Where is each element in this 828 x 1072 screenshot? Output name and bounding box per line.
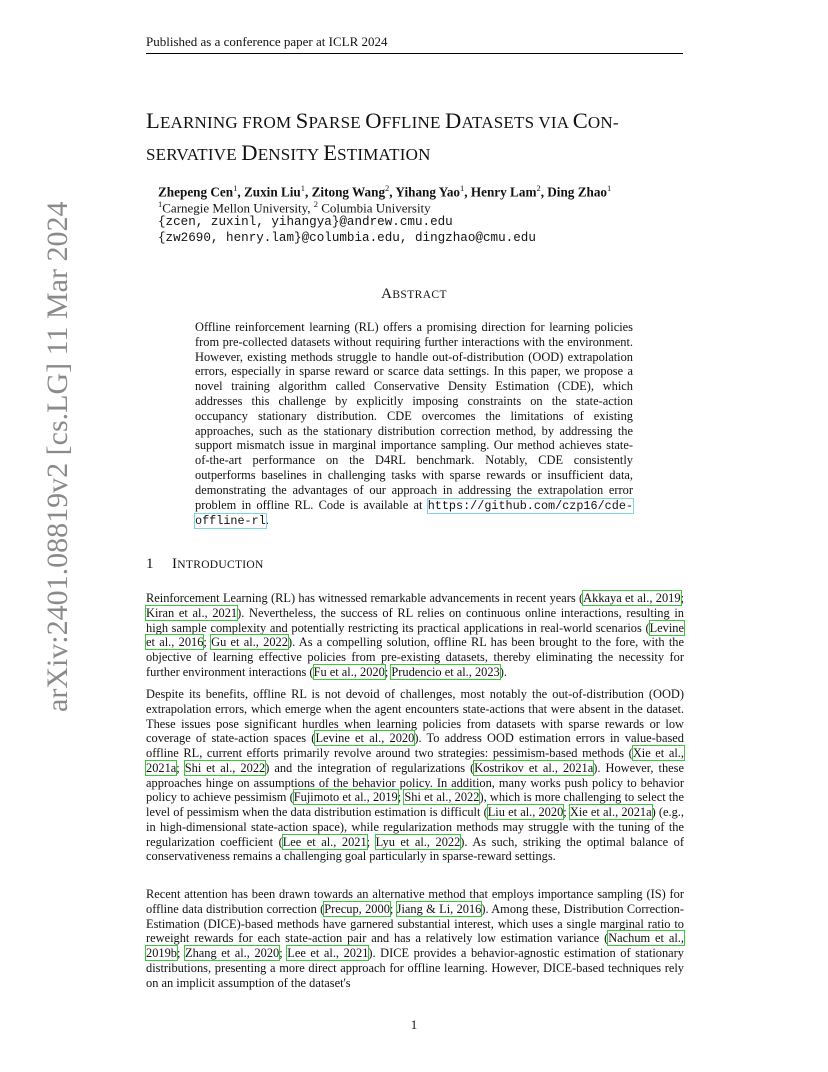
body-paragraph	[146, 591, 684, 680]
citation-link[interactable]: Levine et al., 2016	[146, 620, 684, 650]
author-name: Zuxin Liu	[243, 184, 301, 200]
email-line-2: {zw2690, henry.lam}@columbia.edu, dingzhao@cmu.edu	[158, 231, 536, 245]
author-name: Henry Lam	[470, 184, 537, 200]
citation-link[interactable]: Zhang et al., 2020	[185, 946, 280, 960]
paragraph-text: ). Among these, Distribution Correction-Estimation (DICE)-based methods have garnered substantial interest, which uses a single marginal ratio to reweight rewards for each state-action pair and has a relatively low estimation variance (	[146, 901, 684, 946]
paragraph-text: ;	[366, 834, 376, 849]
running-header: Published as a conference paper at ICLR 2024	[146, 34, 388, 49]
paragraph-text: ). However, these approaches hinge on assumptions of the behavior policy. In addition, many works push policy to behavior policy to achieve pessimism (	[146, 760, 685, 805]
citation-link[interactable]: Fu et al., 2020	[313, 664, 385, 679]
citation-link[interactable]: Lee et al., 2021	[282, 834, 367, 849]
paragraph-text: ) and the integration of regularizations (	[265, 760, 475, 775]
paragraph-text: ;	[203, 635, 212, 650]
citation-link[interactable]: Levine et al., 2020	[315, 731, 415, 746]
author-name: Yihang Yao	[395, 184, 461, 200]
paragraph-text: ;	[384, 664, 392, 679]
paragraph-text: ). As a compelling solution, offline RL has been brought to the fore, with the objective of learning effective policies from pre-existing datasets, thereby eliminating the necessity for further environment interactions (	[146, 635, 684, 679]
paragraph-text: ;	[389, 901, 397, 916]
paragraph-text: ). DICE provides a behavior-agnostic estimation of stationary distributions, presenting a more direct approach for offline learning. However, DICE-based techniques rely on an implicit assumption of the dataset's	[146, 946, 684, 990]
paragraph-text: Despite its benefits, offline RL is not devoid of challenges, most notably the out-of-distribution (OOD) extrapolation errors, which emerge when the agent encounters state-actions that were absent in the dataset. These issues pose significant hurdles when learning policies from datasets with sparse rewards or low coverage of state-action spaces (	[146, 687, 684, 746]
email-line-1: {zcen, zuxinl, yihangya}@andrew.cmu.edu	[158, 215, 453, 229]
code-link[interactable]: https://github.com/czp16/cde-offline-rl	[195, 498, 633, 529]
citation-link[interactable]: Precup, 2000	[324, 901, 390, 916]
paragraph-text: Recent attention has been drawn towards an alternative method that employs importance sampling (IS) for offline data distribution correction (	[146, 887, 684, 916]
citation-link[interactable]: Gu et al., 2022	[211, 635, 288, 650]
title-line-2: SERVATIVE DENSITY ESTIMATION	[146, 140, 431, 165]
author-name: Zhepeng Cen	[158, 184, 234, 200]
paragraph-text: ), which is more challenging to select the level of pessimism when the data distribution estimation is difficult (	[146, 790, 684, 819]
citation-link[interactable]: Jiang & Li, 2016	[396, 901, 482, 916]
paragraph-text: ;	[176, 946, 185, 960]
citation-link[interactable]: Kostrikov et al., 2021a	[474, 760, 594, 775]
paragraph-text: ;	[563, 805, 570, 819]
citation-link[interactable]: Lee et al., 2021	[287, 946, 369, 960]
citation-link[interactable]: Shi et al., 2022	[404, 790, 480, 805]
citation-link[interactable]: Prudencio et al., 2023	[391, 664, 500, 679]
arxiv-stamp: arXiv:2401.08819v2 [cs.LG] 11 Mar 2024	[41, 201, 74, 712]
paragraph-text: ;	[279, 946, 288, 960]
body-paragraph	[146, 887, 684, 990]
paragraph-text: ;	[397, 790, 405, 805]
citation-link[interactable]: Lyu et al., 2022	[375, 834, 461, 849]
citation-link[interactable]: Nachum et al., 2019b	[146, 931, 684, 960]
author-list: Zhepeng Cen$^1$, Zuxin Liu$^1$, Zitong Wang$^2$, Yihang Yao$^1$, Henry Lam$^2$, Ding Zhao$^1$	[158, 183, 612, 200]
section-heading-introduction: 1 INTRODUCTION	[146, 556, 264, 572]
citation-link[interactable]: Shi et al., 2022	[184, 760, 266, 775]
paragraph-text: ) (e.g., in high-dimensional state-action space), while regularization methods may struggle with the tuning of the regularization coefficient (	[146, 805, 685, 849]
paragraph-text: ).	[499, 664, 507, 679]
author-name: Ding Zhao	[547, 184, 608, 200]
citation-link[interactable]: Kiran et al., 2021	[146, 605, 238, 620]
paragraph-text: ). As such, striking the optimal balance of conservativeness remains a challenging goal particularly in sparse-reward settings.	[146, 834, 684, 864]
abstract-heading: ABSTRACT	[381, 286, 447, 302]
header-rule	[146, 53, 683, 54]
paragraph-text: ). Nevertheless, the success of RL relies on continuous online interactions, resulting in high sample complexity and potentially restricting its practical applications in real-world scenarios (	[146, 605, 684, 635]
citation-link[interactable]: Xie et al., 2021a	[569, 805, 652, 819]
paragraph-text: Reinforcement Learning (RL) has witnessed remarkable advancements in recent years (	[146, 591, 584, 605]
paper-title	[146, 106, 706, 170]
paragraph-text: ;	[176, 760, 185, 775]
citation-link[interactable]: Xie et al., 2021a	[146, 746, 684, 775]
author-name: Zitong Wang	[311, 184, 386, 200]
page-number: 1	[410, 1017, 418, 1032]
title-line-1: LEARNING FROM SPARSE OFFLINE DATASETS VIA CON-	[146, 108, 619, 133]
affiliations: $^1$Carnegie Mellon University, $^2$ Columbia University	[158, 199, 431, 216]
citation-link[interactable]: Akkaya et al., 2019	[583, 591, 681, 605]
citation-link[interactable]: Fujimoto et al., 2019	[293, 790, 398, 805]
paragraph-text: ). To address OOD estimation errors in value-based offline RL, current efforts primarily revolve around two strategies: pessimism-based methods (	[146, 731, 684, 760]
body-paragraph	[146, 687, 684, 864]
abstract-text: Offline reinforcement learning (RL) offers a promising direction for learning policies from pre-collected datasets without requiring further interactions with the environment. However, existing methods struggle to handle out-of-distribution (OOD) extrapolation errors, especially in sparse reward or scarce data settings. In this paper, we propose a novel training algorithm called Conservative Density Estimation (CDE), which addresses this challenge by explicitly imposing constraints on the state-action occupancy stationary distribution. CDE overcomes the limitations of existing approaches, such as the stationary distribution correction method, by addressing the support mismatch issue in marginal importance sampling. Our method achieves state-of-the-art performance on the D4RL benchmark. Notably, CDE consistently outperforms baselines in challenging tasks with sparse rewards or insufficient data, demonstrating the advantages of our approach in addressing the extrapolation error problem in offline RL. Code is available at https://github.com/czp16/cde-offline-rl.	[195, 320, 633, 529]
paragraph-text: ;	[680, 591, 685, 605]
citation-link[interactable]: Liu et al., 2020	[487, 805, 564, 819]
